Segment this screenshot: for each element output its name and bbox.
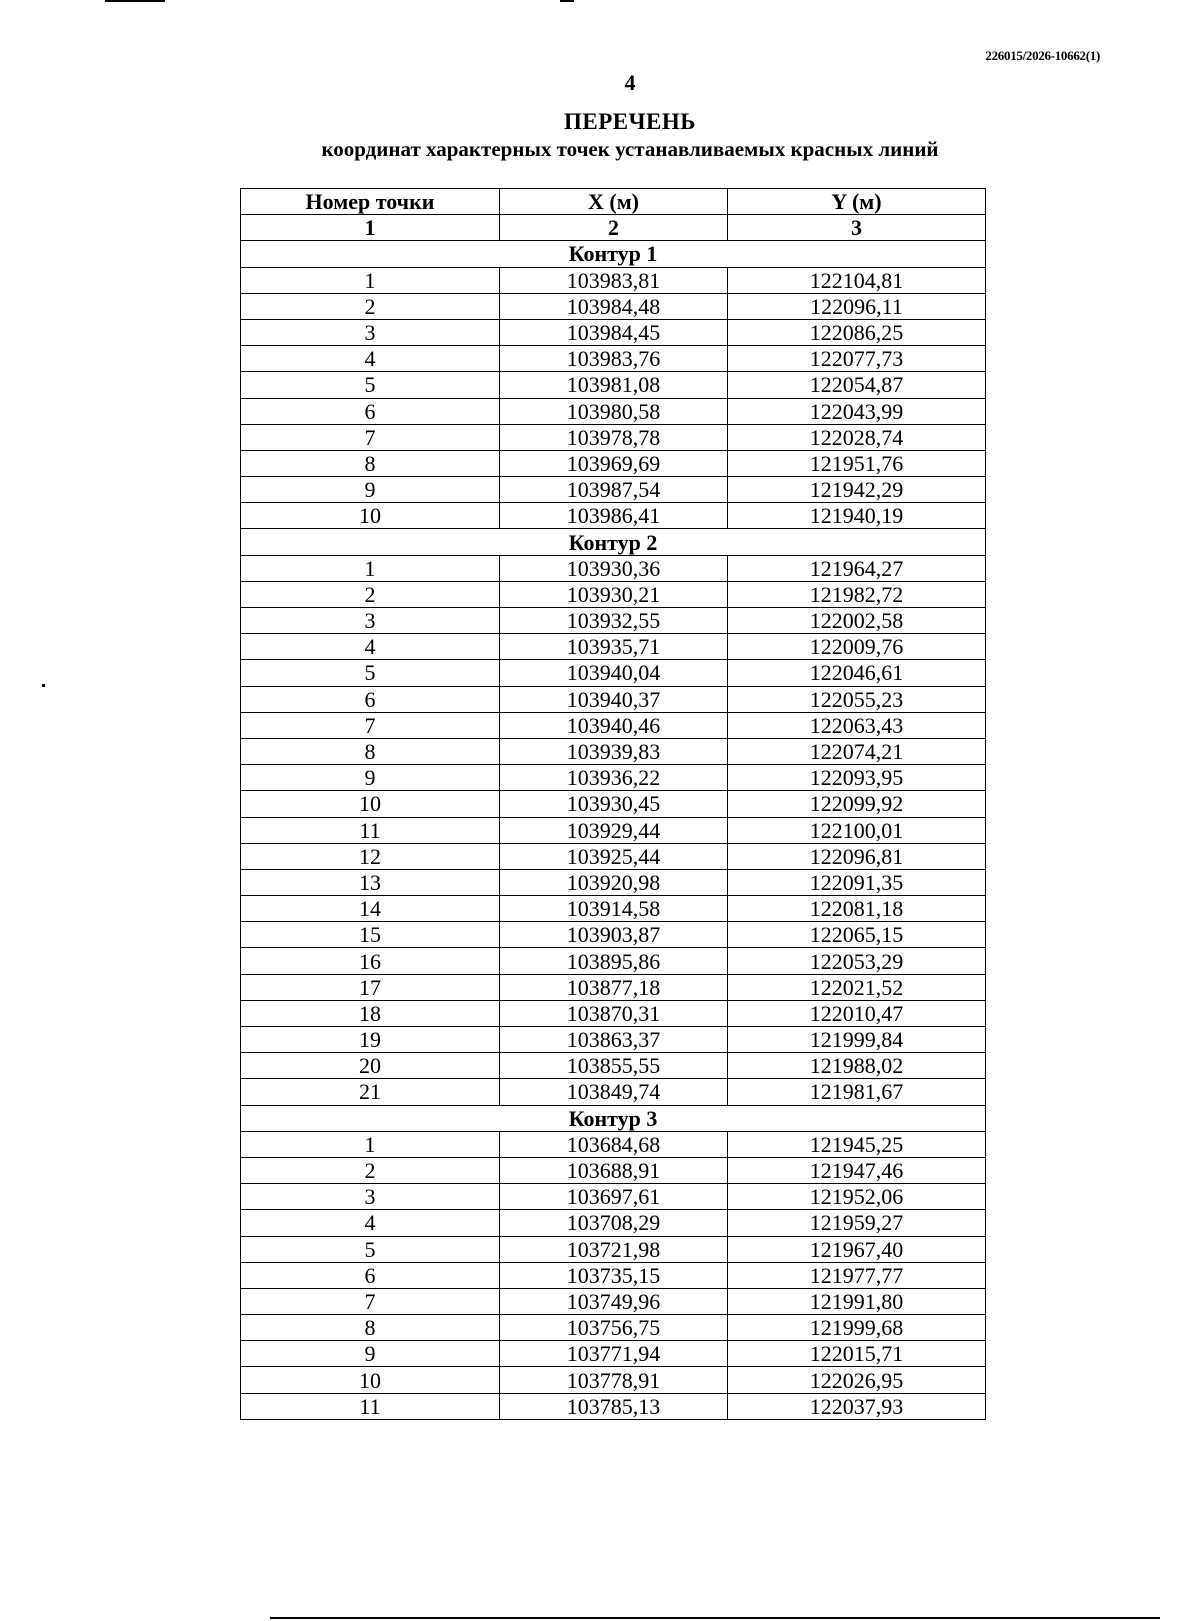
point-number-cell: 4	[241, 634, 500, 660]
table-row	[241, 869, 986, 895]
table-row	[241, 791, 986, 817]
point-number-cell: 18	[241, 1000, 500, 1026]
point-number-cell: 2	[241, 1157, 500, 1183]
point-number-cell: 4	[241, 346, 500, 372]
y-coordinate-cell: 121991,80	[728, 1288, 986, 1314]
y-coordinate-cell: 121959,27	[728, 1210, 986, 1236]
page-number: 4	[624, 70, 636, 95]
x-coordinate-cell: 103940,37	[500, 686, 728, 712]
table-row	[241, 712, 986, 738]
point-number-cell: 1	[241, 267, 500, 293]
y-coordinate-cell: 122100,01	[728, 817, 986, 843]
point-number-cell: 11	[241, 817, 500, 843]
x-coordinate-cell: 103749,96	[500, 1288, 728, 1314]
point-number-cell: 1	[241, 555, 500, 581]
y-coordinate-cell: 121940,19	[728, 503, 986, 529]
x-coordinate-cell: 103940,04	[500, 660, 728, 686]
table-row	[241, 1367, 986, 1393]
point-number-cell: 3	[241, 319, 500, 345]
point-number-cell: 5	[241, 1236, 500, 1262]
x-coordinate-cell: 103932,55	[500, 608, 728, 634]
table-row	[241, 581, 986, 607]
table-body	[241, 215, 986, 1420]
y-coordinate-cell: 122081,18	[728, 896, 986, 922]
x-coordinate-cell: 103778,91	[500, 1367, 728, 1393]
page-title: ПЕРЕЧЕНЬ	[564, 109, 696, 134]
y-coordinate-cell: 121999,84	[728, 1027, 986, 1053]
column-number: 2	[500, 215, 728, 241]
y-coordinate-cell: 122054,87	[728, 372, 986, 398]
y-coordinate-cell: 122046,61	[728, 660, 986, 686]
contour-header-row	[241, 241, 986, 267]
table-row	[241, 1157, 986, 1183]
x-coordinate-cell: 103983,76	[500, 346, 728, 372]
x-coordinate-cell: 103984,48	[500, 293, 728, 319]
x-coordinate-cell: 103708,29	[500, 1210, 728, 1236]
table-row	[241, 319, 986, 345]
x-coordinate-cell: 103735,15	[500, 1262, 728, 1288]
x-coordinate-cell: 103697,61	[500, 1184, 728, 1210]
y-coordinate-cell: 122096,11	[728, 293, 986, 319]
x-coordinate-cell: 103688,91	[500, 1157, 728, 1183]
point-number-cell: 10	[241, 503, 500, 529]
table-row	[241, 477, 986, 503]
table-row	[241, 372, 986, 398]
x-coordinate-cell: 103930,36	[500, 555, 728, 581]
scan-mark-top-small	[560, 0, 574, 2]
point-number-cell: 5	[241, 660, 500, 686]
point-number-cell: 4	[241, 1210, 500, 1236]
y-coordinate-cell: 122026,95	[728, 1367, 986, 1393]
point-number-cell: 19	[241, 1027, 500, 1053]
contour-header-row	[241, 1105, 986, 1131]
y-coordinate-cell: 122053,29	[728, 948, 986, 974]
y-coordinate-cell: 122063,43	[728, 712, 986, 738]
y-coordinate-cell: 121951,76	[728, 450, 986, 476]
point-number-cell: 9	[241, 477, 500, 503]
y-coordinate-cell: 122037,93	[728, 1393, 986, 1419]
point-number-cell: 7	[241, 712, 500, 738]
y-coordinate-cell: 122091,35	[728, 869, 986, 895]
y-coordinate-cell: 122009,76	[728, 634, 986, 660]
x-coordinate-cell: 103684,68	[500, 1131, 728, 1157]
table-row	[241, 1210, 986, 1236]
column-header-y: Y (м)	[728, 189, 986, 215]
y-coordinate-cell: 122104,81	[728, 267, 986, 293]
table-row	[241, 922, 986, 948]
y-coordinate-cell: 122021,52	[728, 974, 986, 1000]
x-coordinate-cell: 103929,44	[500, 817, 728, 843]
point-number-cell: 7	[241, 424, 500, 450]
page-subtitle: координат характерных точек устанавливаемых красных линий	[321, 137, 939, 161]
column-header-point-number: Номер точки	[241, 189, 500, 215]
x-coordinate-cell: 103785,13	[500, 1393, 728, 1419]
x-coordinate-cell: 103925,44	[500, 843, 728, 869]
x-coordinate-cell: 103849,74	[500, 1079, 728, 1105]
x-coordinate-cell: 103936,22	[500, 765, 728, 791]
point-number-cell: 9	[241, 1341, 500, 1367]
table-row	[241, 634, 986, 660]
y-coordinate-cell: 122077,73	[728, 346, 986, 372]
table-header-row	[241, 189, 986, 215]
table-row	[241, 974, 986, 1000]
x-coordinate-cell: 103983,81	[500, 267, 728, 293]
x-coordinate-cell: 103935,71	[500, 634, 728, 660]
point-number-cell: 6	[241, 398, 500, 424]
coordinates-table	[240, 188, 986, 1420]
point-number-cell: 9	[241, 765, 500, 791]
y-coordinate-cell: 122028,74	[728, 424, 986, 450]
scan-mark-dot	[42, 684, 45, 687]
scan-mark-top	[105, 0, 165, 2]
point-number-cell: 1	[241, 1131, 500, 1157]
point-number-cell: 8	[241, 450, 500, 476]
table-row	[241, 948, 986, 974]
table-row	[241, 1053, 986, 1079]
x-coordinate-cell: 103981,08	[500, 372, 728, 398]
column-number: 1	[241, 215, 500, 241]
table-row	[241, 1079, 986, 1105]
contour-label: Контур 2	[241, 529, 986, 555]
table-row	[241, 1393, 986, 1419]
document-reference: 226015/2026-10662(1)	[985, 48, 1100, 63]
y-coordinate-cell: 121952,06	[728, 1184, 986, 1210]
point-number-cell: 16	[241, 948, 500, 974]
table-row	[241, 1288, 986, 1314]
scan-mark-bottom	[270, 1617, 1160, 1619]
table-row	[241, 1315, 986, 1341]
table-row	[241, 765, 986, 791]
x-coordinate-cell: 103978,78	[500, 424, 728, 450]
point-number-cell: 13	[241, 869, 500, 895]
x-coordinate-cell: 103756,75	[500, 1315, 728, 1341]
y-coordinate-cell: 121982,72	[728, 581, 986, 607]
y-coordinate-cell: 121967,40	[728, 1236, 986, 1262]
y-coordinate-cell: 122065,15	[728, 922, 986, 948]
point-number-cell: 7	[241, 1288, 500, 1314]
y-coordinate-cell: 121942,29	[728, 477, 986, 503]
table-row	[241, 608, 986, 634]
y-coordinate-cell: 121981,67	[728, 1079, 986, 1105]
y-coordinate-cell: 121999,68	[728, 1315, 986, 1341]
y-coordinate-cell: 122074,21	[728, 738, 986, 764]
x-coordinate-cell: 103940,46	[500, 712, 728, 738]
table-row	[241, 660, 986, 686]
table-row	[241, 738, 986, 764]
x-coordinate-cell: 103920,98	[500, 869, 728, 895]
x-coordinate-cell: 103863,37	[500, 1027, 728, 1053]
x-coordinate-cell: 103980,58	[500, 398, 728, 424]
point-number-cell: 6	[241, 686, 500, 712]
column-header-x: X (м)	[500, 189, 728, 215]
x-coordinate-cell: 103870,31	[500, 1000, 728, 1026]
x-coordinate-cell: 103984,45	[500, 319, 728, 345]
y-coordinate-cell: 122093,95	[728, 765, 986, 791]
table-row	[241, 686, 986, 712]
y-coordinate-cell: 122010,47	[728, 1000, 986, 1026]
point-number-cell: 10	[241, 1367, 500, 1393]
y-coordinate-cell: 121988,02	[728, 1053, 986, 1079]
y-coordinate-cell: 122002,58	[728, 608, 986, 634]
x-coordinate-cell: 103986,41	[500, 503, 728, 529]
point-number-cell: 15	[241, 922, 500, 948]
x-coordinate-cell: 103930,45	[500, 791, 728, 817]
y-coordinate-cell: 122043,99	[728, 398, 986, 424]
table-row	[241, 1000, 986, 1026]
table-row	[241, 346, 986, 372]
point-number-cell: 6	[241, 1262, 500, 1288]
y-coordinate-cell: 121947,46	[728, 1157, 986, 1183]
y-coordinate-cell: 122086,25	[728, 319, 986, 345]
point-number-cell: 10	[241, 791, 500, 817]
table-row	[241, 424, 986, 450]
x-coordinate-cell: 103855,55	[500, 1053, 728, 1079]
point-number-cell: 8	[241, 738, 500, 764]
contour-header-row	[241, 529, 986, 555]
x-coordinate-cell: 103877,18	[500, 974, 728, 1000]
y-coordinate-cell: 121945,25	[728, 1131, 986, 1157]
x-coordinate-cell: 103771,94	[500, 1341, 728, 1367]
point-number-cell: 21	[241, 1079, 500, 1105]
y-coordinate-cell: 122099,92	[728, 791, 986, 817]
point-number-cell: 3	[241, 608, 500, 634]
table-row	[241, 398, 986, 424]
y-coordinate-cell: 122015,71	[728, 1341, 986, 1367]
table-row	[241, 1262, 986, 1288]
table-row	[241, 843, 986, 869]
y-coordinate-cell: 122055,23	[728, 686, 986, 712]
x-coordinate-cell: 103969,69	[500, 450, 728, 476]
table-row	[241, 1236, 986, 1262]
table-row	[241, 1027, 986, 1053]
x-coordinate-cell: 103930,21	[500, 581, 728, 607]
point-number-cell: 12	[241, 843, 500, 869]
x-coordinate-cell: 103939,83	[500, 738, 728, 764]
y-coordinate-cell: 122096,81	[728, 843, 986, 869]
point-number-cell: 17	[241, 974, 500, 1000]
table-row	[241, 555, 986, 581]
point-number-cell: 8	[241, 1315, 500, 1341]
point-number-cell: 14	[241, 896, 500, 922]
x-coordinate-cell: 103895,86	[500, 948, 728, 974]
point-number-cell: 3	[241, 1184, 500, 1210]
table-row	[241, 1184, 986, 1210]
x-coordinate-cell: 103721,98	[500, 1236, 728, 1262]
column-number: 3	[728, 215, 986, 241]
contour-label: Контур 1	[241, 241, 986, 267]
x-coordinate-cell: 103914,58	[500, 896, 728, 922]
table-row	[241, 1131, 986, 1157]
x-coordinate-cell: 103903,87	[500, 922, 728, 948]
point-number-cell: 2	[241, 581, 500, 607]
table-row	[241, 503, 986, 529]
table-row	[241, 450, 986, 476]
contour-label: Контур 3	[241, 1105, 986, 1131]
x-coordinate-cell: 103987,54	[500, 477, 728, 503]
point-number-cell: 11	[241, 1393, 500, 1419]
table-row	[241, 817, 986, 843]
table-row	[241, 267, 986, 293]
table-row	[241, 896, 986, 922]
point-number-cell: 20	[241, 1053, 500, 1079]
point-number-cell: 5	[241, 372, 500, 398]
column-numbers-row	[241, 215, 986, 241]
table-row	[241, 1341, 986, 1367]
table-row	[241, 293, 986, 319]
y-coordinate-cell: 121977,77	[728, 1262, 986, 1288]
y-coordinate-cell: 121964,27	[728, 555, 986, 581]
point-number-cell: 2	[241, 293, 500, 319]
